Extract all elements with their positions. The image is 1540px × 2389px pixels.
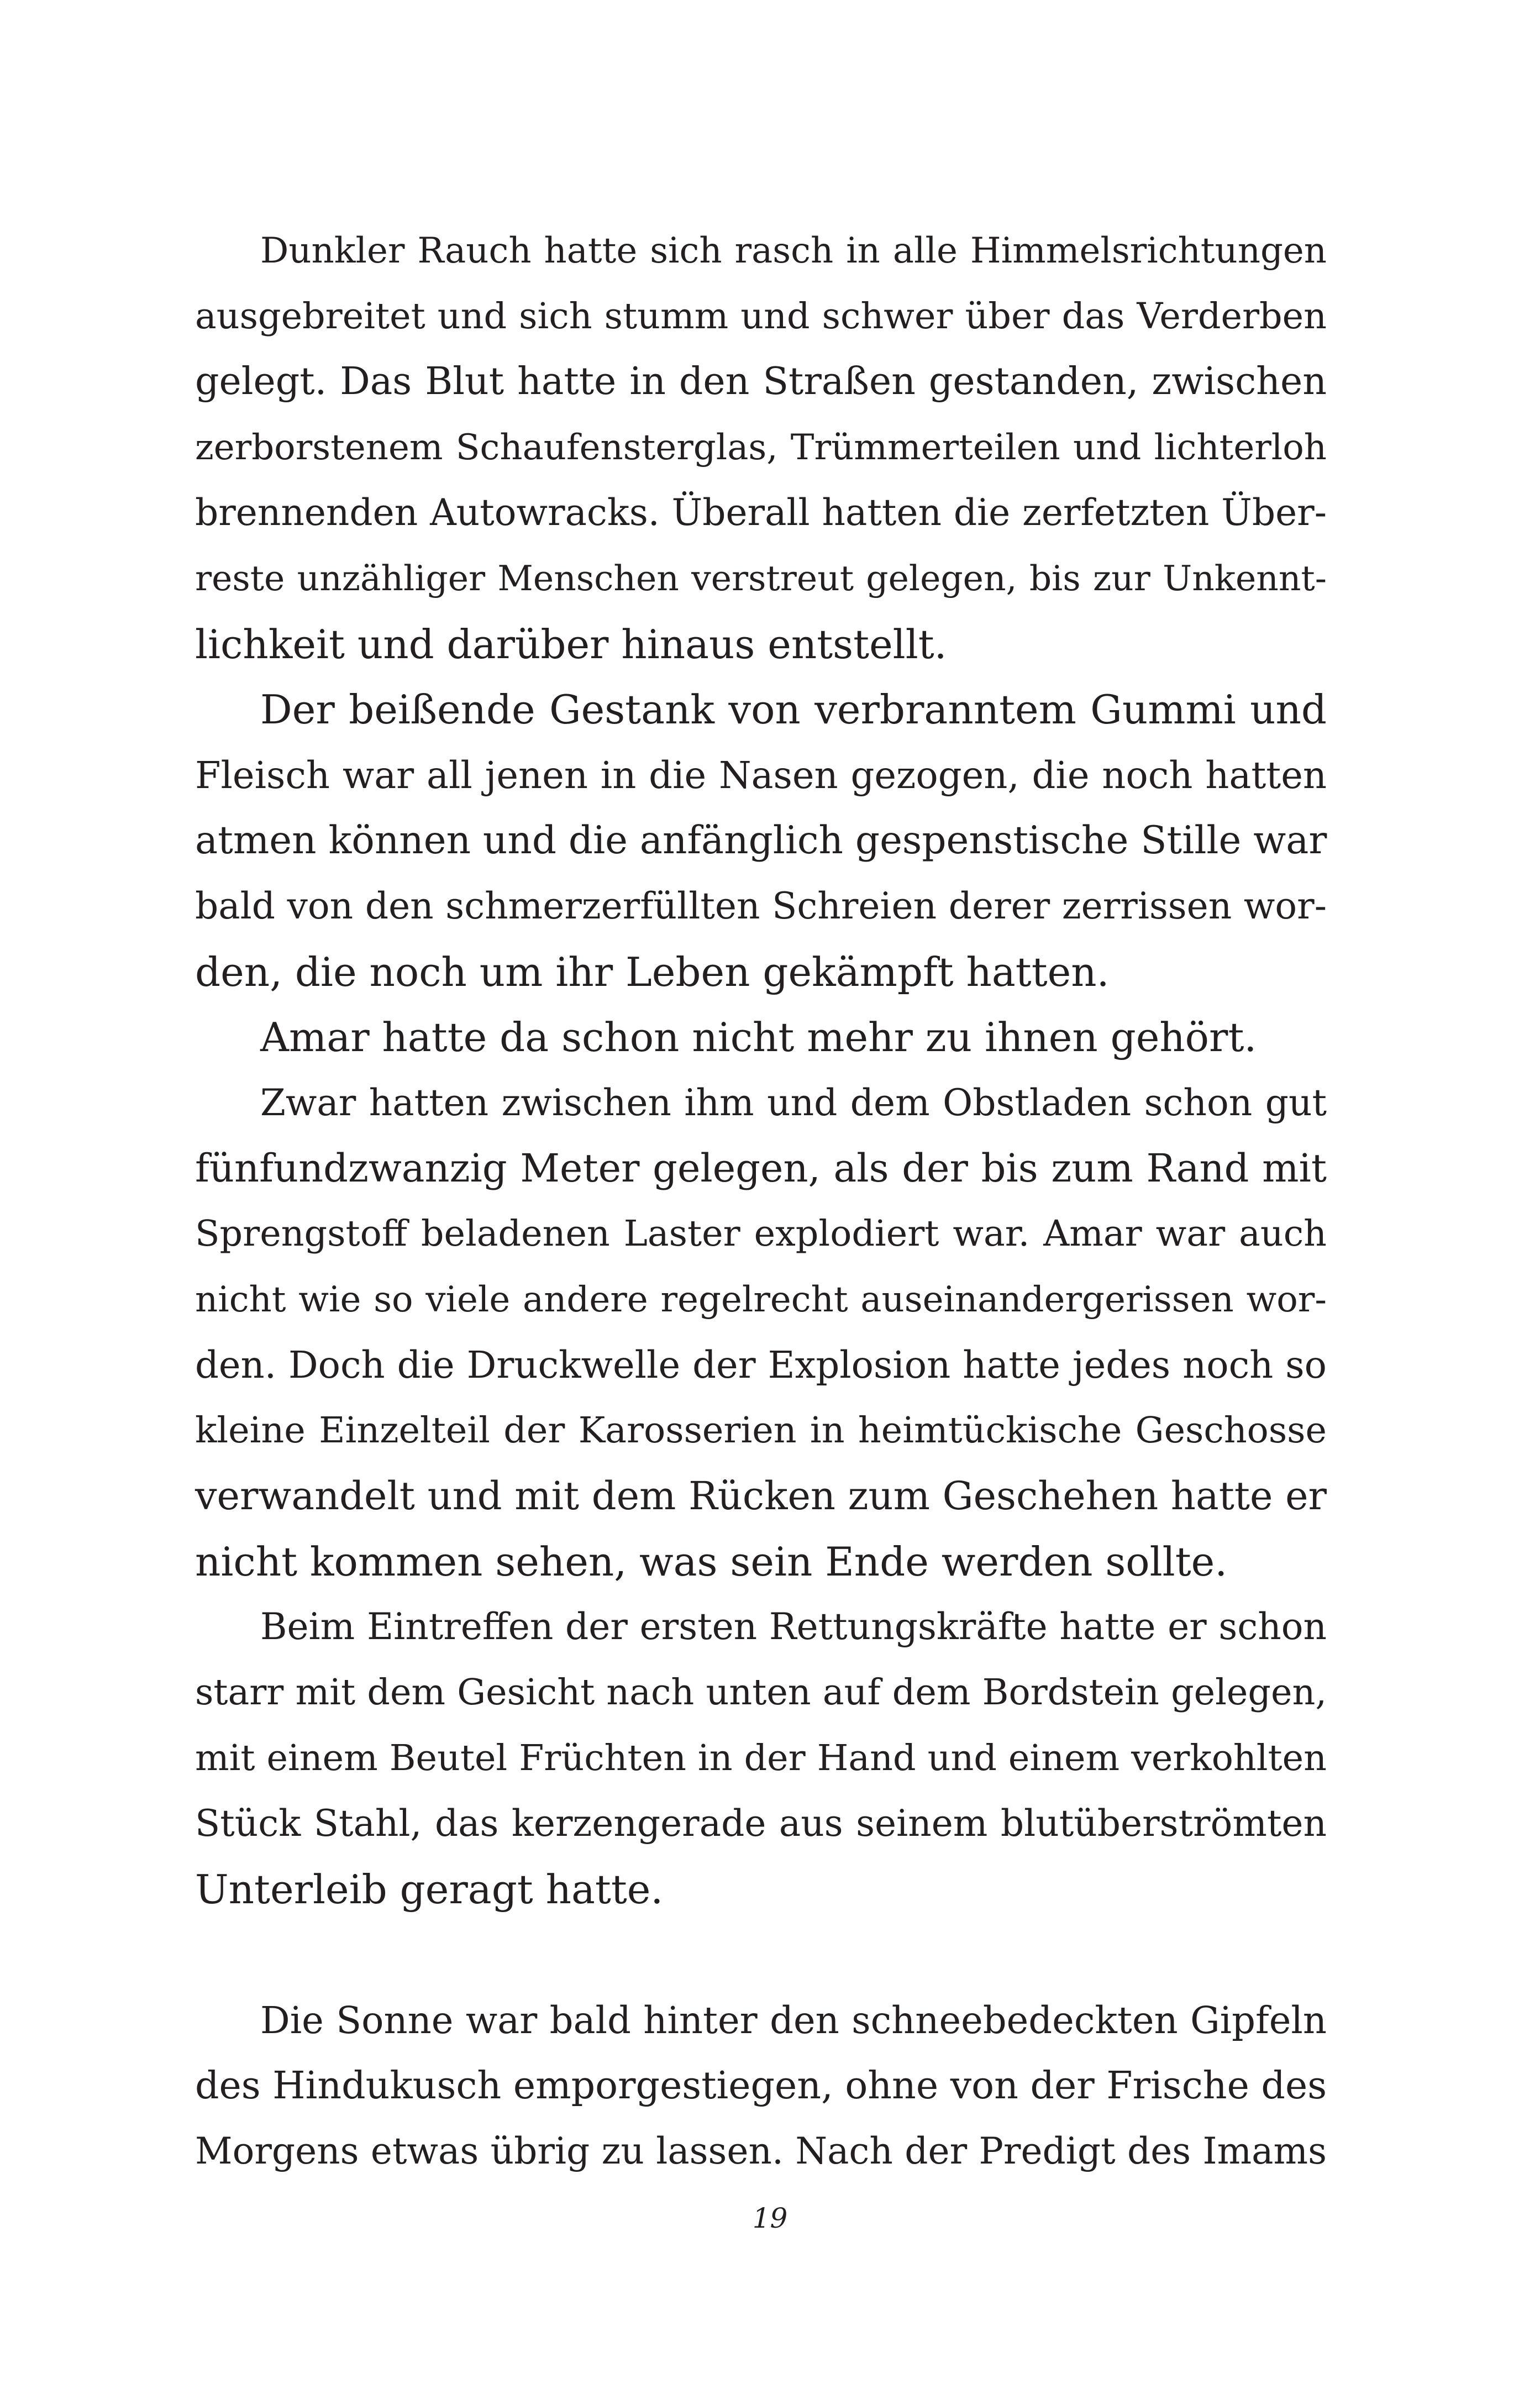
text-line: lichkeit und darüber hinaus entstellt. bbox=[195, 621, 947, 668]
text-line: verwandelt und mit dem Rücken zum Geschehen hatte er bbox=[195, 1473, 1327, 1519]
text-line: gelegt. Das Blut hatte in den Straßen gestanden, zwischen bbox=[195, 360, 1327, 404]
text-line: Stück Stahl, das kerzengerade aus seinem blutüberströmten bbox=[195, 1802, 1327, 1845]
text-line: Morgens etwas übrig zu lassen. Nach der Predigt des Imams bbox=[195, 2130, 1327, 2173]
text-line: fünfundzwanzig Meter gelegen, als der bis zum Rand mit bbox=[195, 1146, 1327, 1191]
text-line: den, die noch um ihr Leben gekämpft hatten. bbox=[195, 948, 1110, 995]
text-line: Amar hatte da schon nicht mehr zu ihnen gehört. bbox=[260, 1014, 1257, 1061]
text-line: nicht kommen sehen, was sein Ende werden sollte. bbox=[195, 1538, 1228, 1585]
text-line: reste unzähliger Menschen verstreut gelegen, bis zur Unkennt- bbox=[195, 558, 1327, 598]
paragraph bbox=[195, 1005, 1327, 1070]
text-line: zerborstenem Schaufensterglas, Trümmerteilen und lichterloh bbox=[195, 427, 1327, 468]
text-line: Beim Eintreffen der ersten Rettungskräfte hatte er schon bbox=[260, 1605, 1327, 1648]
text-line: bald von den schmerzerfüllten Schreien derer zerrissen wor- bbox=[195, 884, 1327, 927]
text-line: nicht wie so viele andere regelrecht auseinandergerissen wor- bbox=[195, 1279, 1327, 1320]
text-line: Zwar hatten zwischen ihm und dem Obstladen schon gut bbox=[260, 1081, 1327, 1124]
text-line: starr mit dem Gesicht nach unten auf dem Bordstein gelegen, bbox=[195, 1672, 1327, 1714]
text-line: brennenden Autowracks. Überall hatten die zerfetzten Über- bbox=[195, 491, 1327, 534]
paragraph bbox=[195, 1594, 1327, 1922]
text-line: Der beißende Gestank von verbranntem Gummi und bbox=[260, 686, 1327, 733]
section-break bbox=[195, 1922, 1327, 1988]
text-line: ausgebreitet und sich stumm und schwer über das Verderben bbox=[195, 295, 1327, 337]
page-number: 19 bbox=[752, 2202, 788, 2234]
text-line: des Hindukusch emporgestiegen, ohne von der Frische des bbox=[195, 2064, 1327, 2108]
text-line: atmen können und die anfänglich gespenstische Stille war bbox=[195, 818, 1327, 863]
paragraph bbox=[195, 218, 1327, 677]
paragraph bbox=[195, 1988, 1327, 2185]
text-line: Die Sonne war bald hinter den schneebedeckten Gipfeln bbox=[260, 1999, 1327, 2043]
paragraph bbox=[195, 677, 1327, 1005]
text-line: Sprengstoff beladenen Laster explodiert war. Amar war auch bbox=[195, 1212, 1327, 1254]
text-line: mit einem Beutel Früchten in der Hand und einem verkohlten bbox=[195, 1737, 1327, 1779]
paragraph bbox=[195, 1070, 1327, 1595]
text-line: Unterleib geragt hatte. bbox=[195, 1866, 664, 1913]
body-text bbox=[195, 218, 1327, 2185]
text-line: Dunkler Rauch hatte sich rasch in alle Himmelsrichtungen bbox=[260, 230, 1327, 271]
text-line: den. Doch die Druckwelle der Explosion hatte jedes noch so bbox=[195, 1343, 1327, 1387]
text-line: kleine Einzelteil der Karosserien in heimtückische Geschosse bbox=[195, 1409, 1327, 1451]
text-line: Fleisch war all jenen in die Nasen gezogen, die noch hatten bbox=[195, 753, 1327, 797]
